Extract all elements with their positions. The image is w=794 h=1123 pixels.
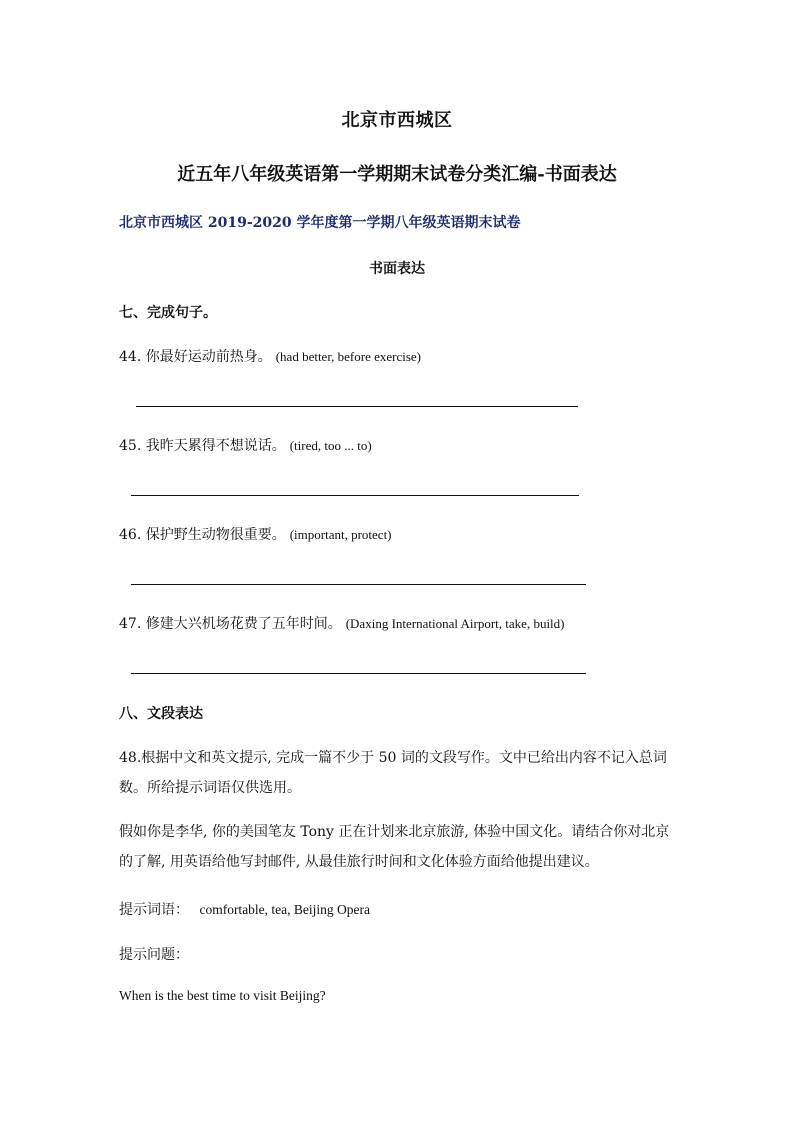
answer-line-47[interactable] xyxy=(131,673,586,674)
question-46-text: 46. 保护野生动物很重要。 xyxy=(119,527,286,543)
question-44-text: 44. 你最好运动前热身。 xyxy=(119,349,272,365)
question-45 xyxy=(119,435,372,455)
question-47-hint: (Daxing International Airport, take, build) xyxy=(345,616,565,631)
answer-line-45[interactable] xyxy=(131,495,579,496)
exam-paper-title: 北京市西城区 2019-2020 学年度第一学期八年级英语期末试卷 xyxy=(119,215,521,231)
question-46 xyxy=(119,524,392,544)
keywords-value: comfortable, tea, Beijing Opera xyxy=(199,902,371,917)
keywords-row xyxy=(119,899,370,919)
writing-scenario: 假如你是李华, 你的美国笔友 Tony 正在计划来北京旅游, 体验中国文化。请结合你对北京的了解, 用英语给他写封邮件, 从最佳旅行时间和文化体验方面给他提出建议。 xyxy=(119,824,670,870)
keywords-label: 提示词语： xyxy=(119,902,189,918)
section-label: 书面表达 xyxy=(369,261,425,277)
document-subtitle: 近五年八年级英语第一学期期末试卷分类汇编-书面表达 xyxy=(177,164,617,185)
document-title: 北京市西城区 xyxy=(341,110,453,131)
question-45-text: 45. 我昨天累得不想说话。 xyxy=(119,438,286,454)
question-47-text: 47. 修建大兴机场花费了五年时间。 xyxy=(119,616,342,632)
question-45-hint: (tired, too ... to) xyxy=(289,438,372,453)
part7-heading: 七、完成句子。 xyxy=(119,305,217,321)
questions-label: 提示问题： xyxy=(119,947,189,963)
question-46-hint: (important, protect) xyxy=(289,527,392,542)
answer-line-46[interactable] xyxy=(131,584,586,585)
answer-line-44[interactable] xyxy=(136,406,578,407)
writing-instruction: 48.根据中文和英文提示, 完成一篇不少于 50 词的文段写作。文中已给出内容不记入总词数。所给提示词语仅供选用。 xyxy=(119,750,667,796)
prompt-question: When is the best time to visit Beijing? xyxy=(119,988,326,1003)
question-44-hint: (had better, before exercise) xyxy=(275,349,421,364)
part8-heading: 八、文段表达 xyxy=(119,706,203,722)
question-44 xyxy=(119,346,421,366)
question-47 xyxy=(119,613,565,633)
